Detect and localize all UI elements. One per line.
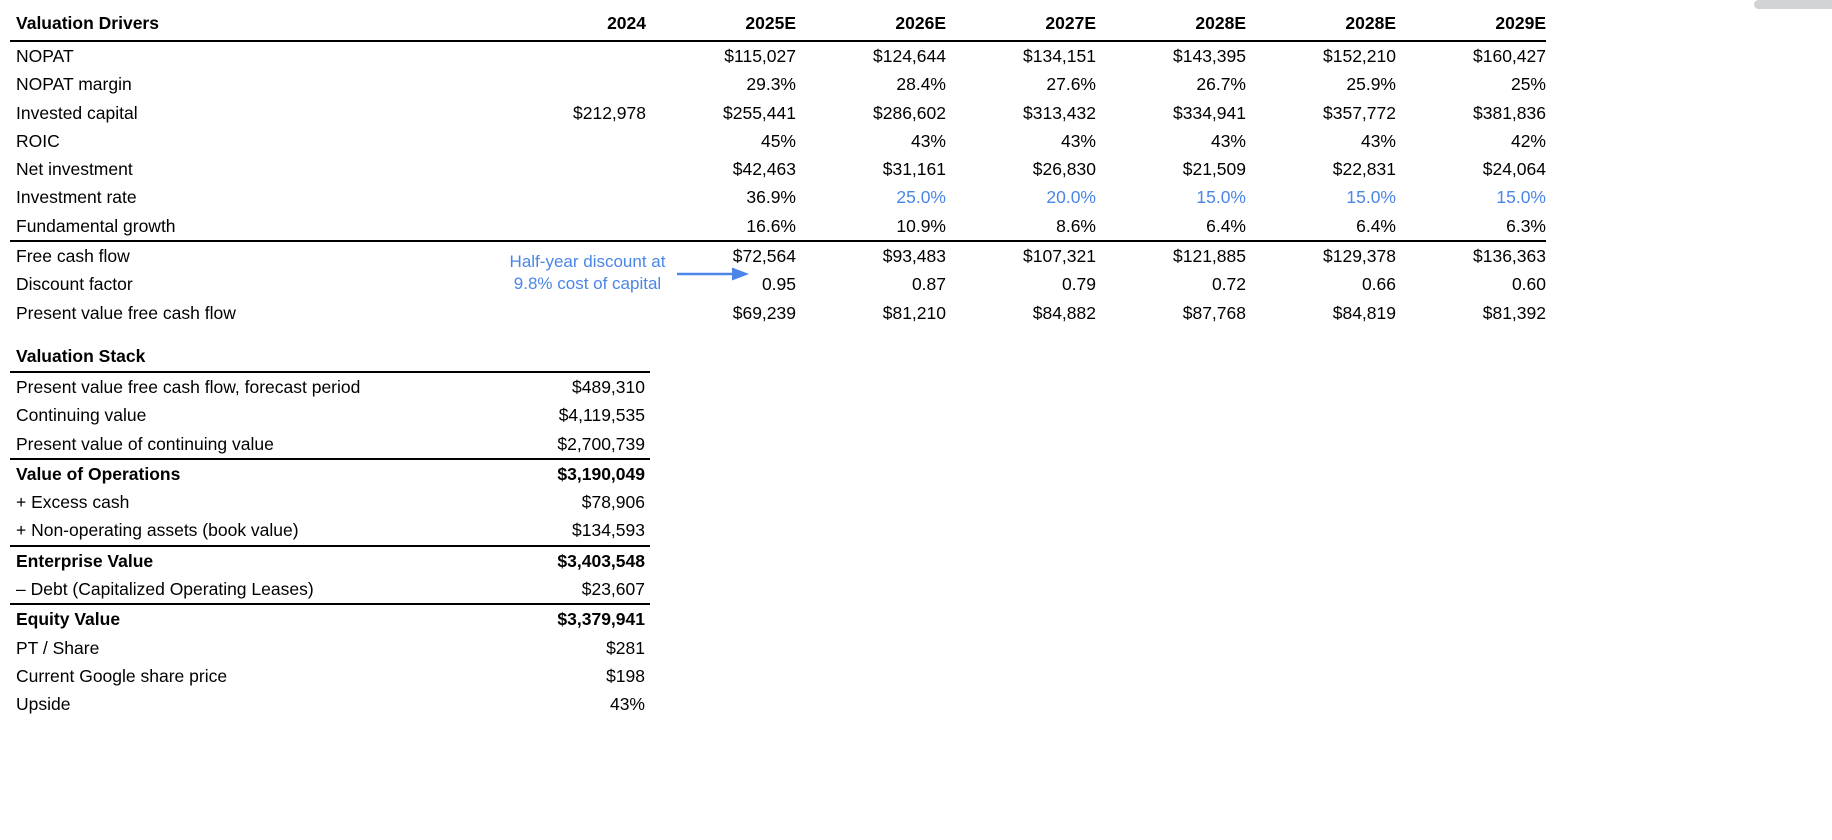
drivers-table-row [10, 212, 1546, 241]
cell-value: 45% [760, 130, 796, 151]
cell-value: $134,151 [1023, 46, 1096, 66]
row-value: $134,593 [572, 520, 645, 541]
cell-value: $22,831 [1332, 159, 1396, 180]
cell-value: 16.6% [746, 215, 796, 236]
cell-value: $286,602 [873, 102, 946, 123]
row-label: Present value free cash flow, forecast period [16, 377, 361, 397]
cell-value: $84,819 [1332, 302, 1396, 323]
cell-value: $334,941 [1173, 102, 1246, 123]
row-label: Present value free cash flow [16, 302, 236, 323]
row-label: Net investment [16, 159, 133, 180]
cell-value: 43% [1360, 130, 1396, 151]
cell-value: $21,509 [1182, 159, 1246, 180]
stack-table-row [10, 575, 650, 604]
cell-value: $84,882 [1032, 302, 1096, 323]
row-label: NOPAT [16, 46, 74, 66]
row-label: Fundamental growth [16, 215, 176, 236]
drivers-table-row [10, 99, 1546, 127]
drivers-table-row [10, 127, 1546, 155]
drivers-table-row [10, 299, 1546, 327]
cell-value: 43% [1060, 130, 1096, 151]
top-right-pill-fragment [1754, 0, 1832, 9]
column-header-2024: 2024 [496, 0, 646, 41]
stack-table-row [10, 546, 650, 575]
valuation-stack-table [10, 371, 650, 719]
row-label: – Debt (Capitalized Operating Leases) [16, 579, 314, 600]
stack-table-row [10, 662, 650, 690]
cell-value: 26.7% [1196, 74, 1246, 95]
cell-value: $81,210 [882, 302, 946, 323]
row-value: $3,379,941 [430, 604, 650, 633]
cell-value: 0.87 [911, 274, 946, 295]
drivers-table-body [10, 41, 1546, 327]
cell-value: 6.4% [1206, 215, 1246, 236]
row-value: $3,403,548 [430, 546, 650, 575]
cell-value: 29.3% [746, 74, 796, 95]
cell-value [496, 212, 646, 241]
cell-value: $69,239 [732, 302, 796, 323]
cell-value: 0.60 [1511, 274, 1546, 295]
cell-value: $124,644 [873, 46, 946, 66]
row-label: Continuing value [16, 405, 147, 426]
drivers-table-row [10, 241, 1546, 270]
cell-value: $107,321 [946, 241, 1096, 270]
row-label: Invested capital [16, 102, 138, 123]
cell-value: $42,463 [732, 159, 796, 180]
annotation-line-1: Half-year discount at [509, 252, 666, 271]
column-header-2027e: 2027E [946, 0, 1096, 41]
row-value: $489,310 [572, 377, 645, 397]
cell-value: 28.4% [896, 74, 946, 95]
cell-value: 8.6% [1056, 215, 1096, 236]
cell-value: 43% [910, 130, 946, 151]
column-header-2028e-2: 2028E [1246, 0, 1396, 41]
cell-value: $115,027 [724, 46, 796, 66]
cell-value: $357,772 [1323, 102, 1396, 123]
annotation-line-2: 9.8% cost of capital [513, 273, 662, 293]
row-label: PT / Share [16, 637, 100, 658]
cell-value: 0.95 [761, 274, 796, 295]
cell-value: $313,432 [1023, 102, 1096, 123]
row-value: $2,700,739 [557, 433, 645, 454]
row-label: Upside [16, 694, 71, 715]
drivers-header-row [10, 0, 1546, 41]
cell-value: 10.9% [896, 215, 946, 236]
drivers-table-row [10, 183, 1546, 211]
stack-table-row [10, 516, 650, 545]
row-label: Investment rate [16, 187, 137, 208]
stack-table-row [10, 430, 650, 459]
cell-value: $381,836 [1473, 102, 1546, 123]
cell-value: $31,161 [882, 159, 946, 180]
cell-value [496, 70, 646, 98]
cell-value: 25.0% [896, 187, 946, 208]
valuation-drivers-table [10, 0, 1546, 327]
column-header-2025e: 2025E [646, 0, 796, 41]
row-label: + Excess cash [16, 492, 130, 513]
cell-value: $143,395 [1173, 46, 1246, 66]
cell-value: 15.0% [1496, 187, 1546, 208]
drivers-table-row [10, 70, 1546, 98]
cell-value: 43% [1210, 130, 1246, 151]
stack-table-title: Valuation Stack [16, 346, 146, 366]
column-header-2026e: 2026E [796, 0, 946, 41]
stack-table-row [10, 690, 650, 718]
row-value: $23,607 [581, 579, 645, 600]
row-label: Discount factor [16, 274, 133, 295]
cell-value: 0.79 [1061, 274, 1096, 295]
cell-value: 0.66 [1361, 274, 1396, 295]
stack-table-row [10, 372, 650, 401]
cell-value: $212,978 [573, 102, 646, 123]
cell-value [496, 183, 646, 211]
cell-value: $129,378 [1246, 241, 1396, 270]
stack-table-row [10, 401, 650, 429]
cell-value: $136,363 [1396, 241, 1546, 270]
cell-value: $87,768 [1182, 302, 1246, 323]
cell-value: 27.6% [1046, 74, 1096, 95]
cell-value: 15.0% [1196, 187, 1246, 208]
cell-value: 15.0% [1346, 187, 1396, 208]
column-header-2028e: 2028E [1096, 0, 1246, 41]
stack-table-row [10, 488, 650, 516]
cell-value: $24,064 [1482, 159, 1546, 180]
cell-value: $26,830 [1032, 159, 1096, 180]
cell-value: $93,483 [796, 241, 946, 270]
cell-value: 25.9% [1346, 74, 1396, 95]
stack-table-row [10, 634, 650, 662]
drivers-table-row [10, 41, 1546, 70]
drivers-table-row [10, 270, 1546, 298]
row-value: $281 [606, 637, 645, 658]
annotation-arrow-icon [676, 266, 752, 282]
cell-value: 0.72 [1211, 274, 1246, 295]
discount-annotation [495, 251, 680, 294]
row-label: Value of Operations [10, 459, 430, 488]
cell-value: 36.9% [746, 187, 796, 208]
cell-value: $255,441 [723, 102, 796, 123]
drivers-table-row [10, 155, 1546, 183]
cell-value: 6.3% [1506, 215, 1546, 236]
drivers-table-title: Valuation Drivers [10, 0, 496, 41]
row-value: $198 [606, 665, 645, 686]
row-label: Equity Value [10, 604, 430, 633]
cell-value: $121,885 [1096, 241, 1246, 270]
cell-value: $160,427 [1473, 46, 1546, 66]
row-label: Current Google share price [16, 665, 228, 686]
cell-value: 6.4% [1356, 215, 1396, 236]
row-label: Free cash flow [10, 241, 496, 270]
cell-value: $81,392 [1482, 302, 1546, 323]
row-label: ROIC [16, 130, 60, 151]
valuation-stack-section [10, 344, 650, 719]
stack-table-row [10, 604, 650, 633]
row-label: + Non-operating assets (book value) [16, 520, 299, 541]
row-label: Enterprise Value [10, 546, 430, 575]
column-header-2029e: 2029E [1396, 0, 1546, 41]
stack-table-row [10, 459, 650, 488]
cell-value: $72,564 [646, 241, 796, 270]
cell-value: 20.0% [1046, 187, 1096, 208]
row-value: $3,190,049 [430, 459, 650, 488]
cell-value: 42% [1510, 130, 1546, 151]
cell-value: $152,210 [1323, 46, 1396, 66]
row-value: $4,119,535 [558, 405, 645, 426]
row-value: $78,906 [581, 492, 645, 513]
cell-value [496, 41, 646, 70]
cell-value [496, 299, 646, 327]
cell-value: 25% [1510, 74, 1546, 95]
row-value: 43% [609, 694, 645, 715]
row-label: NOPAT margin [16, 74, 132, 95]
row-label: Present value of continuing value [16, 433, 274, 454]
stack-table-body [10, 372, 650, 719]
cell-value [496, 127, 646, 155]
cell-value [496, 155, 646, 183]
